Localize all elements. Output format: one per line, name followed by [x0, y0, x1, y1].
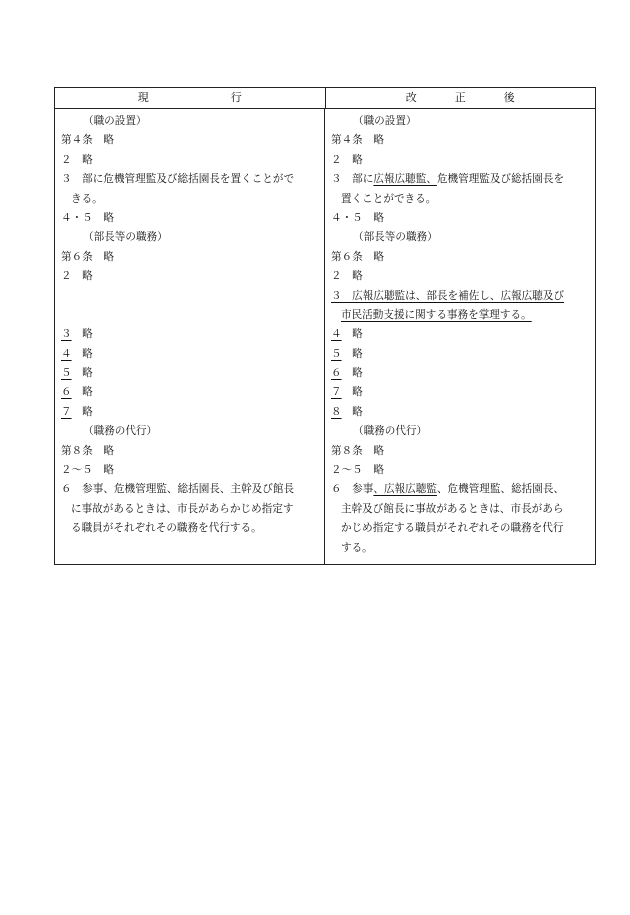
line-text: 略 — [71, 328, 93, 341]
line-text: （職務の代行） — [353, 425, 428, 438]
line-text: 略 — [341, 328, 363, 341]
left-line — [61, 461, 320, 480]
line-text: 置くことができる。 — [341, 192, 437, 205]
line-text: ３ 部に危機管理監及び総括園長を置くことがで — [61, 173, 295, 186]
left-line — [61, 306, 320, 325]
line-text: ２ 略 — [331, 270, 363, 283]
left-line — [61, 422, 320, 441]
revised-text-column — [325, 109, 595, 564]
right-line — [331, 190, 591, 209]
line-text: きる。 — [71, 192, 103, 205]
right-line — [331, 442, 591, 461]
line-text: る職員がそれぞれその職務を代行する。 — [71, 522, 262, 535]
line-text: 略 — [71, 405, 93, 418]
line-text: 第６条 略 — [61, 250, 114, 263]
left-line — [61, 345, 320, 364]
line-text: 、危機管理監、総括園長、 — [436, 483, 565, 496]
line-text: 略 — [341, 367, 363, 380]
right-line — [331, 248, 591, 267]
amended-text: ７ — [331, 386, 342, 399]
line-text: 第４条 略 — [331, 134, 384, 147]
line-text: 略 — [71, 367, 93, 380]
left-line — [61, 151, 320, 170]
header-current-char-2: 行 — [230, 91, 242, 104]
line-text: 危機管理監及び総括園長を — [436, 173, 565, 186]
line-text: 略 — [341, 405, 363, 418]
amended-text: 市民活動支援に関する事務を掌理する。 — [341, 308, 532, 321]
right-line — [331, 403, 591, 422]
line-text: ４・５ 略 — [331, 211, 384, 224]
right-line — [331, 345, 591, 364]
amended-text: ３ 広報広聴監は、部長を補佐し、広報広聴及び — [331, 289, 565, 302]
line-text: 主幹及び館長に事故があるときは、市長があら — [341, 502, 564, 515]
left-line — [61, 112, 320, 131]
line-text: ２～５ 略 — [331, 464, 384, 477]
line-text: ６ 参事 — [331, 483, 374, 496]
line-text: ６ 参事、危機管理監、総括園長、主幹及び館長 — [61, 483, 295, 496]
line-text: （部長等の職務） — [353, 231, 438, 244]
right-line — [331, 325, 591, 344]
line-text: （部長等の職務） — [83, 231, 168, 244]
left-line — [61, 480, 320, 499]
left-line — [61, 170, 320, 189]
line-text: 第６条 略 — [331, 250, 384, 263]
line-text: ４・５ 略 — [61, 211, 114, 224]
table-body — [55, 109, 595, 564]
amended-text: ８ — [331, 405, 342, 418]
left-line — [61, 383, 320, 402]
left-line — [61, 209, 320, 228]
amended-text: ３ — [61, 328, 72, 341]
line-text: 第８条 略 — [61, 444, 114, 457]
line-text: （職務の代行） — [83, 425, 158, 438]
line-text: （職の設置） — [353, 115, 417, 127]
left-line — [61, 287, 320, 306]
left-line — [61, 248, 320, 267]
line-text: 略 — [341, 386, 363, 399]
amended-text: ５ — [331, 347, 342, 360]
amended-text: ４ — [61, 347, 72, 360]
line-text: 第４条 略 — [61, 134, 114, 147]
right-line — [331, 151, 591, 170]
line-text: ２ 略 — [61, 270, 93, 283]
right-line — [331, 383, 591, 402]
header-current-char-1: 現 — [137, 91, 149, 104]
header-current — [55, 88, 326, 108]
left-line — [61, 364, 320, 383]
line-text: ２～５ 略 — [61, 464, 114, 477]
right-line — [331, 364, 591, 383]
left-line — [61, 519, 320, 538]
right-line — [331, 539, 591, 558]
table-header — [55, 88, 595, 109]
right-line — [331, 519, 591, 538]
left-line — [61, 325, 320, 344]
line-text: 第８条 略 — [331, 444, 384, 457]
right-line — [331, 267, 591, 286]
line-text: ２ 略 — [61, 153, 93, 166]
right-line — [331, 422, 591, 441]
right-line — [331, 480, 591, 499]
right-line — [331, 170, 591, 189]
right-line — [331, 131, 591, 150]
line-text: ２ 略 — [331, 153, 363, 166]
comparison-table — [54, 87, 596, 565]
amended-text: ６ — [61, 386, 72, 399]
header-revised-char-2: 正 — [454, 91, 466, 104]
amended-text: ６ — [331, 367, 342, 380]
line-text: ３ 部に — [331, 173, 374, 186]
line-text: 略 — [71, 386, 93, 399]
left-line — [61, 403, 320, 422]
current-text-column — [55, 109, 325, 564]
amended-text: 広報広聴監、 — [373, 173, 437, 186]
amended-text: ７ — [61, 405, 72, 418]
right-line — [331, 228, 591, 247]
line-text: 略 — [71, 347, 93, 360]
right-line — [331, 209, 591, 228]
left-line — [61, 442, 320, 461]
right-line — [331, 112, 591, 131]
right-line — [331, 461, 591, 480]
line-text: かじめ指定する職員がそれぞれその職務を代行 — [341, 522, 564, 535]
header-revised — [326, 88, 596, 108]
right-line — [331, 287, 591, 306]
line-text: （職の設置） — [83, 115, 147, 127]
left-line — [61, 131, 320, 150]
amended-text: ４ — [331, 328, 342, 341]
left-line — [61, 190, 320, 209]
left-line — [61, 267, 320, 286]
left-line — [61, 228, 320, 247]
line-text: する。 — [341, 541, 373, 554]
header-revised-char-1: 改 — [405, 91, 417, 104]
left-line — [61, 500, 320, 519]
right-line — [331, 306, 591, 325]
right-line — [331, 500, 591, 519]
line-text: に事故があるときは、市長があらかじめ指定す — [71, 502, 294, 515]
amended-text: ５ — [61, 367, 72, 380]
line-text: 略 — [341, 347, 363, 360]
amended-text: 、広報広聴監 — [373, 483, 437, 496]
header-revised-char-3: 後 — [503, 91, 515, 104]
